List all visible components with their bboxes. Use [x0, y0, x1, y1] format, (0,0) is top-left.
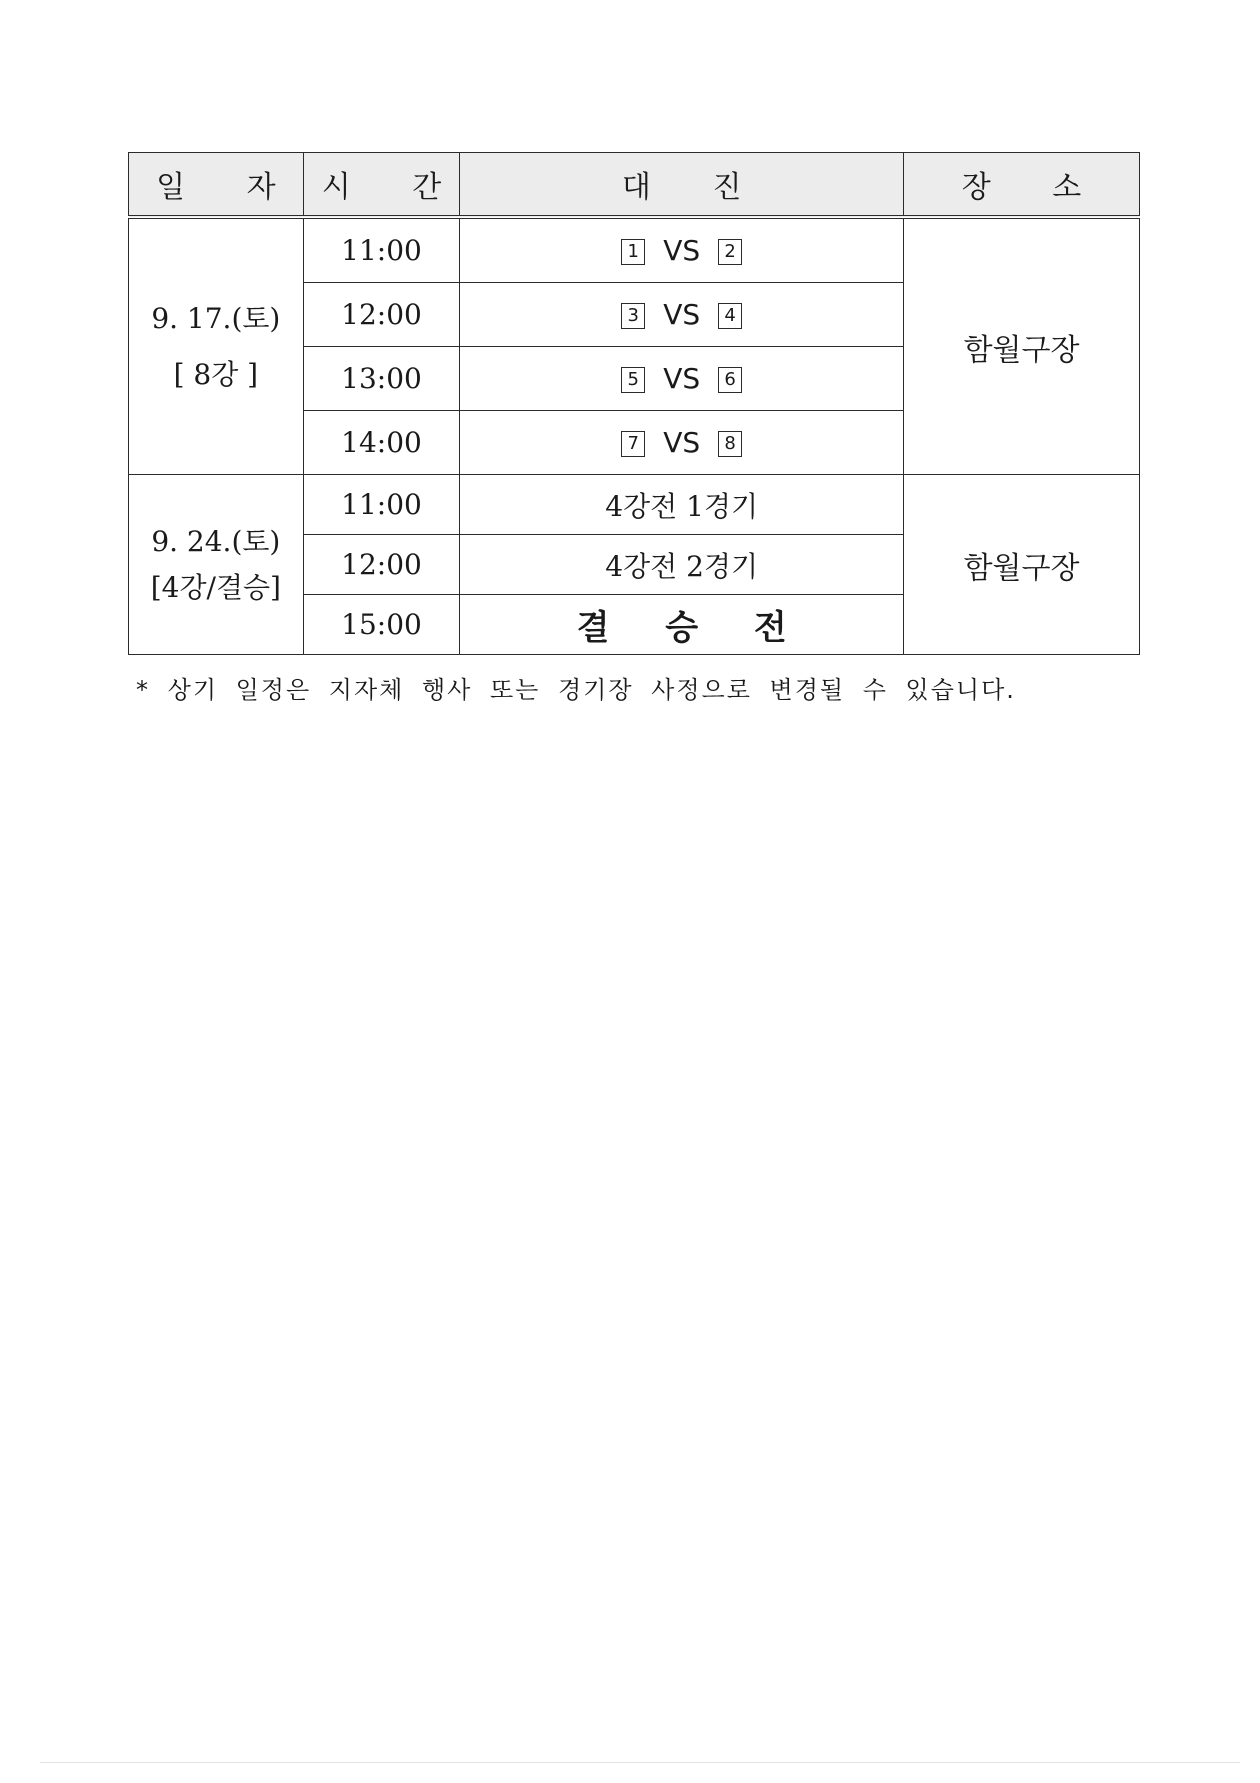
final-match-cell [460, 595, 904, 655]
time-cell: 11:00 [303, 475, 460, 535]
table-row [129, 217, 1140, 283]
page-edge-line [40, 1762, 1240, 1763]
team-box: 7 [621, 431, 645, 457]
header-row [129, 153, 1140, 218]
time-cell: 14:00 [303, 411, 460, 475]
stage-text: [4강/결승] [150, 570, 281, 604]
vs-text: VS [663, 362, 701, 395]
team-box: 1 [621, 239, 645, 265]
match-cell [460, 411, 904, 475]
team-box: 5 [621, 367, 645, 393]
team-box: 6 [718, 367, 742, 393]
team-box: 4 [718, 303, 742, 329]
match-cell [460, 283, 904, 347]
final-match-text: 결 승 전 [576, 608, 809, 648]
time-cell: 12:00 [303, 283, 460, 347]
vs-text: VS [663, 234, 701, 267]
venue-cell: 함월구장 [904, 475, 1140, 655]
table-row [129, 475, 1140, 535]
venue-cell: 함월구장 [904, 217, 1140, 475]
match-cell: 4강전 1경기 [460, 475, 904, 535]
header-date: 일 자 [129, 153, 304, 218]
header-time: 시 간 [303, 153, 460, 218]
date-text: 9. 24.(토) [151, 524, 281, 558]
header-match: 대 진 [460, 153, 904, 218]
team-box: 3 [621, 303, 645, 329]
team-box: 8 [718, 431, 742, 457]
vs-text: VS [663, 298, 701, 331]
time-cell: 12:00 [303, 535, 460, 595]
date-text: 9. 17.(토) [151, 301, 281, 335]
match-cell [460, 347, 904, 411]
schedule-table [128, 152, 1140, 655]
time-cell: 15:00 [303, 595, 460, 655]
schedule-note: * 상기 일정은 지자체 행사 또는 경기장 사정으로 변경될 수 있습니다. [136, 676, 1016, 704]
date-cell [129, 217, 304, 475]
match-cell [460, 217, 904, 283]
header-venue: 장 소 [904, 153, 1140, 218]
time-cell: 11:00 [303, 217, 460, 283]
team-box: 2 [718, 239, 742, 265]
stage-text: [ 8강 ] [173, 357, 259, 391]
date-cell [129, 475, 304, 655]
vs-text: VS [663, 426, 701, 459]
time-cell: 13:00 [303, 347, 460, 411]
match-cell: 4강전 2경기 [460, 535, 904, 595]
